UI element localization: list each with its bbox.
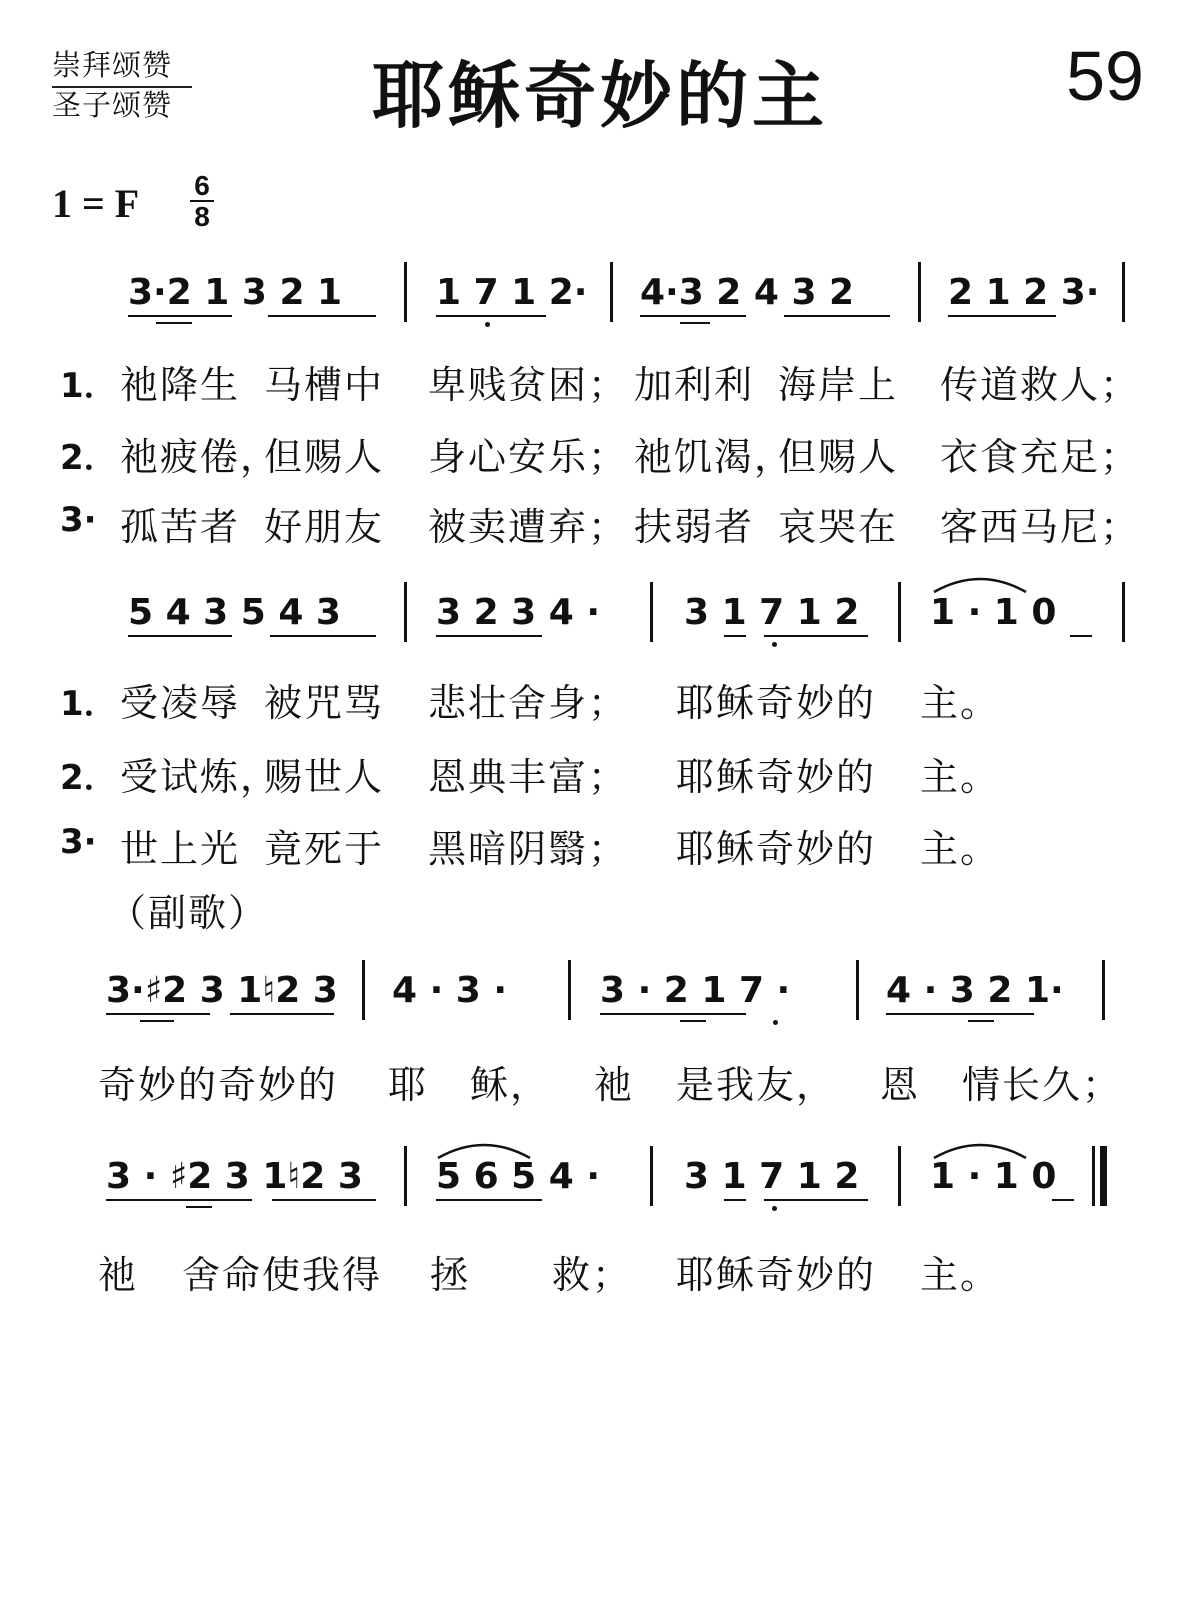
lyric: 是我友， [676, 1063, 837, 1107]
verse-number: 2． [60, 758, 118, 798]
lyric: 祂 [98, 1253, 139, 1297]
measure-1-1: 3·2 1 3 2 1 [128, 272, 343, 313]
measure-2-4: 1 · 1 0 [930, 592, 1057, 633]
verse-number: 1． [60, 366, 118, 406]
chorus-label: （副歌） [108, 891, 269, 935]
lyric: 主。 [920, 755, 1001, 799]
measure-4-1: 3 · ♯2 3 1♮2 3 [106, 1156, 363, 1197]
lyric: 受试炼， [120, 755, 281, 799]
lyric: 赐世人 [264, 755, 385, 799]
lyric: 海岸上 [778, 363, 899, 407]
lyric: 耶稣奇妙的 [676, 827, 877, 871]
lyric: 舍命使我得 [182, 1253, 383, 1297]
lyric: 竟死于 [264, 827, 385, 871]
time-signature-top: 6 [194, 170, 210, 201]
lyric: 情长久； [962, 1063, 1123, 1107]
lyric: 好朋友 [264, 505, 385, 549]
lyric: 马槽中 [264, 363, 385, 407]
lyric: 黑暗阴翳； [428, 827, 629, 871]
lyric: 奇妙的奇妙的 [98, 1063, 339, 1107]
measure-4-4: 1 · 1 0 [930, 1156, 1057, 1197]
lyric: 世上光 [120, 827, 241, 871]
measure-3-2: 4 · 3 · [392, 970, 508, 1011]
measure-2-1: 5 4 3 5 4 3 [128, 592, 341, 633]
lyric: 耶 [388, 1063, 429, 1107]
slur [438, 1145, 530, 1158]
lyric: 孤苦者 [120, 505, 241, 549]
measure-1-4: 2 1 2 3· [948, 272, 1100, 313]
lyric: 但赐人 [778, 435, 899, 479]
verse-number: 1． [60, 684, 118, 724]
lyric: 稣， [470, 1063, 551, 1107]
lyric: 祂 [594, 1063, 635, 1107]
measure-1-2: 1 7 1 2· [436, 272, 588, 313]
measure-1-3: 4·3 2 4 3 2 [640, 272, 855, 313]
measure-3-4: 4 · 3 2 1· [886, 970, 1064, 1011]
category-label-2: 圣子颂赞 [52, 88, 173, 122]
hymn-number: 59 [1066, 37, 1144, 115]
lyric: 耶稣奇妙的 [676, 681, 877, 725]
lyric: 传道救人； [940, 363, 1141, 407]
lyric: 扶弱者 [634, 505, 755, 549]
lyric: 祂疲倦， [120, 435, 281, 479]
lyric: 卑贱贫困； [428, 363, 629, 407]
lyric: 但赐人 [264, 435, 385, 479]
category-label-1: 崇拜颂赞 [52, 48, 173, 82]
measure-3-3: 3 · 2 1 7 · [600, 970, 791, 1011]
tie [934, 1145, 1026, 1158]
lyric: 恩 [880, 1063, 921, 1107]
measure-2-2: 3 2 3 4 · [436, 592, 601, 633]
lyric: 身心安乐； [428, 435, 629, 479]
lyric: 被咒骂 [264, 681, 385, 725]
lyric: 祂饥渴， [634, 435, 795, 479]
verse-number: 3· [60, 500, 97, 540]
lyric: 耶稣奇妙的 [676, 755, 877, 799]
lyric: 恩典丰富； [428, 755, 629, 799]
measure-2-3: 3 1 7 1 2 [684, 592, 860, 633]
measure-3-1: 3·♯2 3 1♮2 3 [106, 970, 338, 1011]
time-signature-bottom: 8 [194, 201, 210, 232]
key-signature: 1 = F [52, 181, 140, 226]
lyric: 主。 [920, 827, 1001, 871]
lyric: 祂降生 [120, 363, 241, 407]
lyric: 哀哭在 [778, 505, 899, 549]
measure-4-3: 3 1 7 1 2 [684, 1156, 860, 1197]
lyric: 救； [552, 1253, 633, 1297]
lyric: 耶稣奇妙的 [676, 1253, 877, 1297]
verse-number: 3· [60, 822, 97, 862]
hymn-title: 耶稣奇妙的主 [371, 54, 828, 138]
lyric: 主。 [920, 1253, 1001, 1297]
lyric: 衣食充足； [940, 435, 1141, 479]
lyric: 加利利 [634, 363, 755, 407]
lyric: 被卖遭弃； [428, 505, 629, 549]
lyric: 客西马尼； [940, 505, 1141, 549]
tie [934, 579, 1026, 592]
measure-4-2: 5 6 5 4 · [436, 1156, 601, 1197]
lyric: 受凌辱 [120, 681, 241, 725]
lyric: 悲壮舍身； [428, 681, 629, 725]
lyric: 拯 [430, 1253, 471, 1297]
lyric: 主。 [920, 681, 1001, 725]
verse-number: 2． [60, 438, 118, 478]
